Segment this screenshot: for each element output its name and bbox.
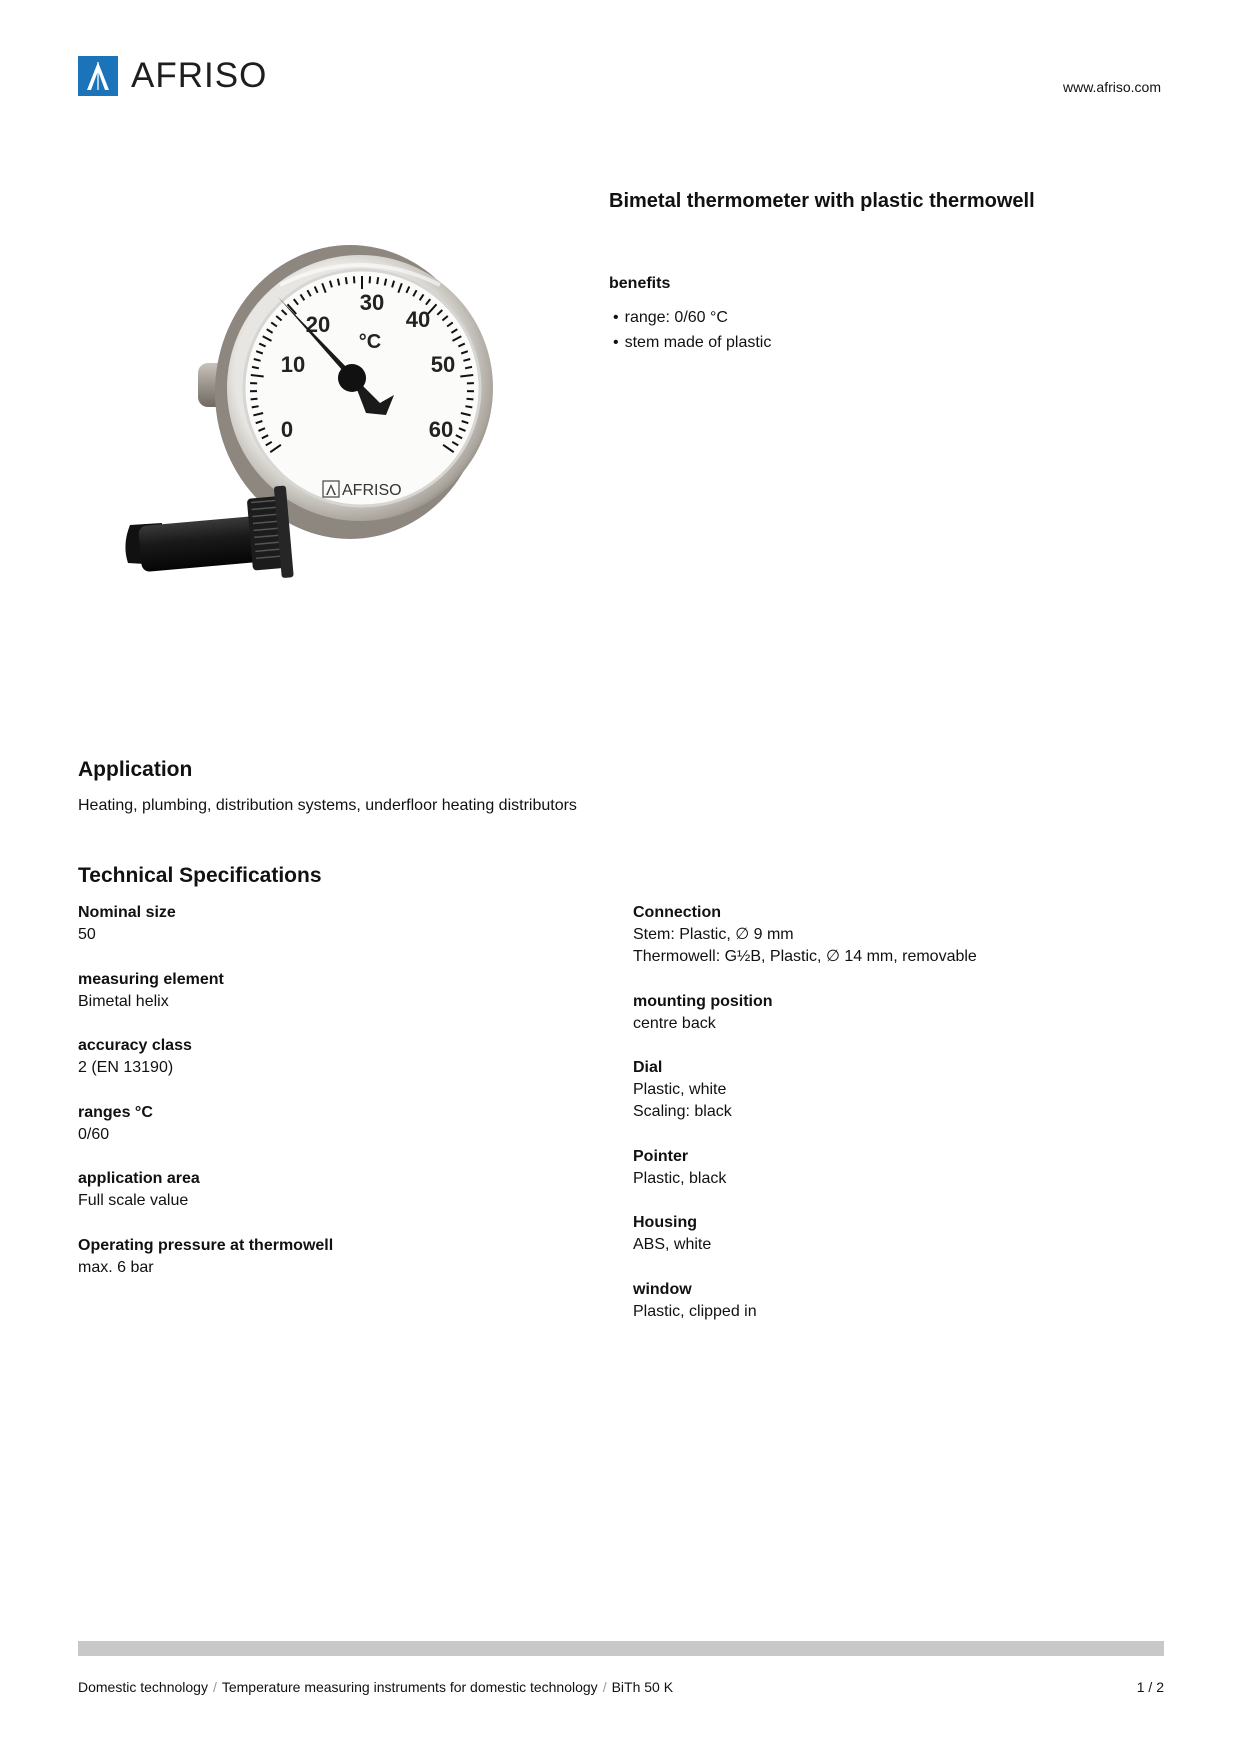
- breadcrumb-item[interactable]: Temperature measuring instruments for domestic technology: [221, 1679, 598, 1695]
- spec-label: Dial: [633, 1059, 663, 1076]
- dial-number-0: 0: [280, 417, 294, 442]
- spec-label: Connection: [633, 904, 721, 921]
- spec-value: centre back: [633, 1014, 716, 1032]
- spec-label: measuring element: [78, 970, 224, 988]
- spec-item: [78, 1035, 618, 1079]
- dial-tick: [465, 367, 472, 368]
- dial-number-20: 20: [305, 312, 331, 337]
- footer-divider-bar: [78, 1641, 1164, 1656]
- dial-tick: [467, 399, 474, 400]
- dial-number-50: 50: [430, 352, 456, 377]
- specs-heading: Technical Specifications: [78, 864, 322, 887]
- page-number: 1 / 2: [1136, 1679, 1164, 1695]
- spec-item: [78, 1102, 618, 1146]
- spec-value: Full scale value: [78, 1192, 189, 1209]
- spec-item: [78, 1168, 618, 1212]
- spec-value: Scaling: black: [633, 1103, 732, 1120]
- dial-tick: [377, 277, 378, 284]
- spec-label: Housing: [633, 1214, 697, 1231]
- spec-item: [633, 1146, 1193, 1190]
- dial-number-10: 10: [280, 352, 306, 377]
- spec-label: Operating pressure at thermowell: [78, 1236, 334, 1254]
- specs-left-column: [78, 902, 618, 1301]
- spec-item: [633, 902, 1193, 968]
- spec-label: accuracy class: [78, 1037, 192, 1054]
- application-heading: Application: [78, 758, 193, 781]
- dial-tick: [251, 399, 258, 400]
- spec-value: 0/60: [78, 1125, 110, 1143]
- dial-tick: [370, 276, 371, 283]
- product-title: Bimetal thermometer with plastic thermowell: [609, 190, 1035, 212]
- brand-name: AFRISO: [131, 56, 268, 95]
- dial-number-60: 60: [428, 417, 454, 442]
- breadcrumb-separator: /: [602, 1679, 607, 1695]
- spec-label: mounting position: [633, 992, 773, 1010]
- afriso-logo-icon: [78, 56, 118, 96]
- spec-value: Plastic, black: [633, 1169, 727, 1187]
- spec-value: Thermowell: G½B, Plastic, ∅ 14 mm, removable: [633, 948, 977, 965]
- dial-number-40: 40: [405, 307, 431, 332]
- breadcrumb-item[interactable]: BiTh 50 K: [611, 1679, 674, 1695]
- list-item: • stem made of plastic: [613, 330, 771, 355]
- spec-value: Stem: Plastic, ∅ 9 mm: [633, 926, 794, 943]
- breadcrumb: [78, 1679, 673, 1695]
- website-link[interactable]: www.afriso.com: [1062, 79, 1161, 95]
- list-item: • range: 0/60 °C: [613, 305, 771, 330]
- dial-number-30: 30: [359, 290, 385, 315]
- spec-value: ABS, white: [633, 1236, 712, 1253]
- spec-item: [633, 1279, 1193, 1323]
- specs-right-column: [633, 902, 1193, 1345]
- spec-value: max. 6 bar: [78, 1258, 154, 1276]
- spec-item: [78, 1235, 618, 1279]
- spec-item: [78, 902, 618, 946]
- thermowell-image: [125, 485, 293, 580]
- spec-value: 50: [78, 926, 96, 943]
- spec-label: Nominal size: [78, 904, 176, 921]
- dial-tick: [346, 277, 347, 284]
- spec-item: [633, 1212, 1193, 1256]
- dial-unit: °C: [358, 331, 382, 353]
- benefits-heading: benefits: [609, 275, 671, 292]
- dial-tick: [252, 367, 259, 368]
- spec-label: application area: [78, 1170, 200, 1187]
- spec-item: [633, 991, 1193, 1035]
- spec-label: window: [633, 1280, 692, 1298]
- svg-text:AFRISO: AFRISO: [342, 482, 402, 499]
- dial-tick: [354, 276, 355, 283]
- application-text: Heating, plumbing, distribution systems, underfloor heating distributors: [78, 797, 577, 814]
- spec-label: Pointer: [633, 1147, 689, 1165]
- spec-item: [78, 969, 618, 1013]
- breadcrumb-separator: /: [212, 1679, 217, 1695]
- benefits-list: [613, 305, 771, 355]
- spec-value: Plastic, clipped in: [633, 1302, 757, 1320]
- spec-value: Bimetal helix: [78, 992, 169, 1010]
- breadcrumb-item[interactable]: Domestic technology: [78, 1679, 208, 1695]
- dial-tick: [252, 406, 259, 407]
- dial-tick: [465, 406, 472, 407]
- spec-label: ranges °C: [78, 1103, 153, 1121]
- afriso-logo: [78, 55, 308, 97]
- spec-value: Plastic, white: [633, 1081, 727, 1098]
- spec-value: 2 (EN 13190): [78, 1059, 174, 1076]
- product-photo: [110, 225, 560, 655]
- spec-item: [633, 1057, 1193, 1123]
